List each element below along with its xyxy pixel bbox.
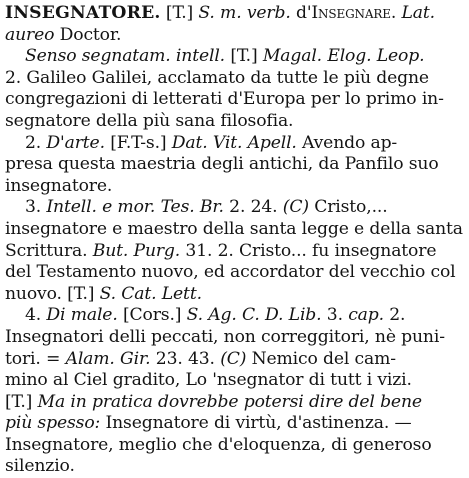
italic-text: S. Cat. Lett. (99, 283, 202, 304)
entry-text: Insegnatore, meglio che d'eloquenza, di generoso (5, 434, 432, 455)
entry-text: Avendo ap- (296, 132, 398, 153)
entry-line (5, 456, 465, 478)
entry-text: [T.] (160, 3, 199, 23)
entry-line (5, 284, 465, 306)
entry-line (5, 392, 465, 414)
entry-text: insegnatore. (5, 175, 113, 196)
entry-text: segnatore della più sana filosofia. (5, 110, 294, 131)
italic-text: Intell. e mor. Tes. Br. (46, 197, 224, 218)
entry-text: 2. 24. (223, 197, 283, 218)
italic-text: Lat. (401, 3, 435, 23)
entry-text: 3. (321, 305, 349, 326)
entry-text: 23. 43. (150, 348, 221, 369)
entry-text: Nemico del cam- (246, 348, 396, 369)
italic-text: S. m. verb. (198, 3, 291, 23)
entry-text: 4. (25, 305, 47, 326)
entry-line (5, 327, 465, 349)
italic-text: (C) (282, 197, 309, 218)
entry-text: [Cors.] (117, 305, 187, 326)
italic-text: aureo (5, 24, 55, 45)
italic-text: D'arte. (46, 132, 105, 153)
italic-text: Senso segnatam. intell. (25, 46, 225, 67)
entry-line (5, 219, 465, 241)
entry-line (5, 197, 465, 219)
entry-line (5, 89, 465, 111)
italic-text: Di male. (46, 305, 118, 326)
entry-text: [T.] (5, 391, 38, 412)
entry-text: tori. = (5, 348, 66, 369)
headword: INSEGNATORE. (5, 3, 161, 23)
entry-line (5, 370, 465, 392)
italic-text: S. Ag. C. D. Lib. (186, 305, 322, 326)
entry-line (5, 154, 465, 176)
italic-text: Ma in pratica dovrebbe potersi dire del bene (37, 391, 422, 412)
entry-line (5, 111, 465, 133)
entry-text: [T.] (225, 46, 263, 67)
italic-text: Alam. Gir. (65, 348, 151, 369)
entry-text: Doctor. (54, 24, 122, 45)
entry-line (5, 413, 465, 435)
entry-text: d' (290, 3, 312, 23)
italic-text: But. Purg. (92, 240, 181, 261)
italic-text: Magal. Elog. Leop. (262, 46, 425, 67)
entry-line (5, 68, 465, 90)
entry-text: nuovo. [T.] (5, 283, 100, 304)
entry-line (5, 305, 465, 327)
entry-text: 2. Galileo Galilei, acclamato da tutte le più degne (5, 67, 429, 88)
entry-text: del Testamento nuovo, ed accordator del vecchio col (5, 262, 456, 283)
entry-line (5, 262, 465, 284)
entry-text: presa questa maestria degli antichi, da Panfilo suo (5, 154, 439, 175)
entry-text: [F.T-s.] (104, 132, 172, 153)
entry-text: Scrittura. (5, 240, 93, 261)
entry-text: 2. (383, 305, 406, 326)
entry-text: Insegnatore di virtù, d'astinenza. — (100, 413, 412, 434)
entry-text: 3. (25, 197, 47, 218)
small-caps-text: Insegnare (311, 3, 391, 23)
italic-text: più spesso: (5, 413, 101, 434)
entry-line (5, 25, 465, 47)
entry-line (5, 435, 465, 457)
entry-line (5, 46, 465, 68)
entry-line (5, 349, 465, 371)
italic-text: (C) (220, 348, 247, 369)
entry-text: mino al Ciel gradito, Lo 'nsegnator di tutt i vizi. (5, 370, 412, 391)
entry-text: . (390, 3, 402, 23)
entry-text: 2. (25, 132, 47, 153)
entry-text: congregazioni di letterati d'Europa per lo primo in- (5, 89, 444, 110)
entry-line (5, 241, 465, 263)
dictionary-entry-insegnatore (5, 3, 465, 478)
entry-text: Insegnatori delli peccati, non correggitori, nè puni- (5, 326, 445, 347)
italic-text: cap. (348, 305, 384, 326)
entry-line (5, 3, 465, 25)
entry-line (5, 176, 465, 198)
entry-text: insegnatore e maestro della santa legge e della santa (5, 218, 463, 239)
italic-text: Dat. Vit. Apell. (171, 132, 297, 153)
entry-line (5, 133, 465, 155)
entry-text: 31. 2. Cristo... fu insegnatore (180, 240, 437, 261)
entry-text: Cristo,... (308, 197, 388, 218)
entry-text: silenzio. (5, 456, 75, 477)
